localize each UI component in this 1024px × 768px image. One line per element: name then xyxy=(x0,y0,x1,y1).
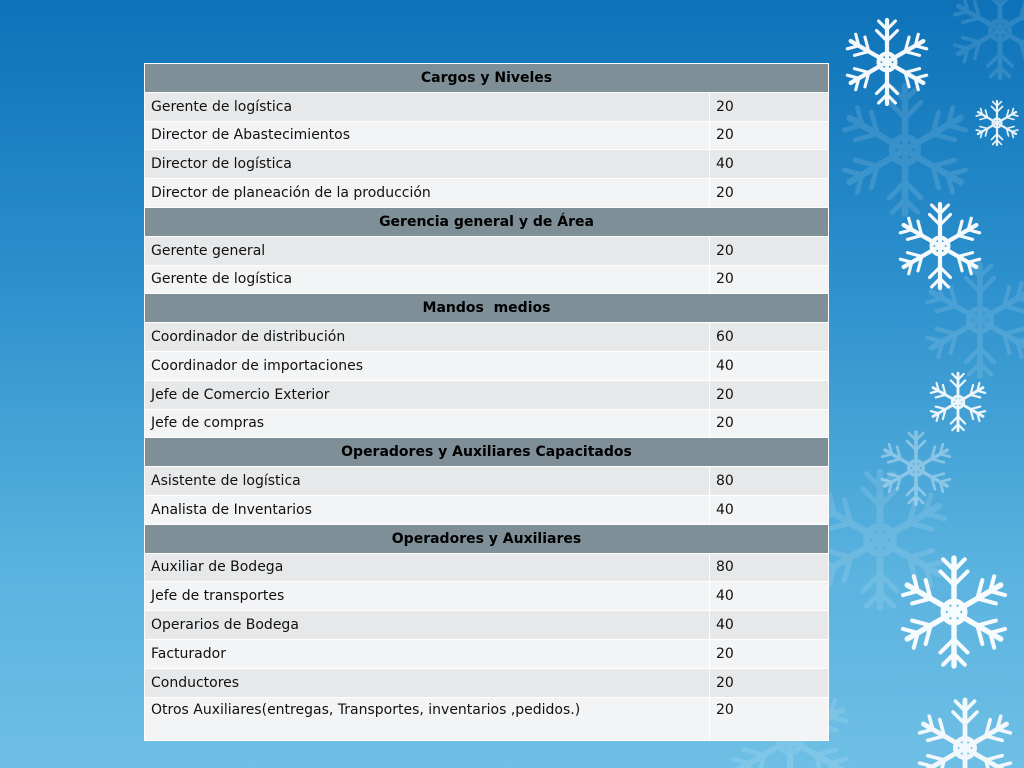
value-cell: 40 xyxy=(710,351,829,380)
table-row xyxy=(145,553,829,582)
value-cell: 40 xyxy=(710,582,829,611)
table-row xyxy=(145,380,829,409)
value-cell: 20 xyxy=(710,380,829,409)
table-body xyxy=(145,323,829,438)
role-cell: Coordinador de importaciones xyxy=(145,351,710,380)
snowflake-icon xyxy=(929,373,986,431)
value-cell: 20 xyxy=(710,121,829,150)
value-cell: 40 xyxy=(710,611,829,640)
table-body xyxy=(145,294,829,323)
section-header-row xyxy=(145,438,829,467)
value-cell: 60 xyxy=(710,323,829,352)
table-row xyxy=(145,668,829,697)
table-body xyxy=(145,236,829,294)
snowflake-icon xyxy=(898,204,981,288)
value-cell: 20 xyxy=(710,92,829,121)
table-row xyxy=(145,697,829,740)
table-row xyxy=(145,150,829,179)
table-row xyxy=(145,92,829,121)
role-cell: Director de planeación de la producción xyxy=(145,179,710,208)
value-cell: 20 xyxy=(710,236,829,265)
table-body xyxy=(145,438,829,467)
table-body xyxy=(145,64,829,93)
value-cell: 20 xyxy=(710,179,829,208)
section-title: Cargos y Niveles xyxy=(145,64,829,93)
section-header-row xyxy=(145,64,829,93)
role-cell: Gerente de logística xyxy=(145,265,710,294)
table-row xyxy=(145,495,829,524)
value-cell: 40 xyxy=(710,150,829,179)
table-body xyxy=(145,524,829,553)
value-cell: 20 xyxy=(710,265,829,294)
section-title: Operadores y Auxiliares xyxy=(145,524,829,553)
role-cell: Operarios de Bodega xyxy=(145,611,710,640)
role-cell: Coordinador de distribución xyxy=(145,323,710,352)
role-cell: Gerente general xyxy=(145,236,710,265)
role-cell: Asistente de logística xyxy=(145,467,710,496)
role-cell: Jefe de Comercio Exterior xyxy=(145,380,710,409)
table-row xyxy=(145,121,829,150)
role-cell: Facturador xyxy=(145,639,710,668)
section-title: Mandos medios xyxy=(145,294,829,323)
role-cell: Director de logística xyxy=(145,150,710,179)
snowflake-icon xyxy=(952,0,1024,78)
snowflake-icon xyxy=(975,101,1019,145)
role-cell: Director de Abastecimientos xyxy=(145,121,710,150)
value-cell: 20 xyxy=(710,697,829,740)
cargos-table xyxy=(144,63,829,741)
table-row xyxy=(145,467,829,496)
table-body xyxy=(145,207,829,236)
table-row xyxy=(145,409,829,438)
snowflake-icon xyxy=(842,86,969,214)
table-row xyxy=(145,639,829,668)
snowflake-icon xyxy=(917,700,1012,768)
table-row xyxy=(145,351,829,380)
role-cell: Auxiliar de Bodega xyxy=(145,553,710,582)
value-cell: 40 xyxy=(710,495,829,524)
table-row xyxy=(145,265,829,294)
role-cell: Jefe de compras xyxy=(145,409,710,438)
section-title: Operadores y Auxiliares Capacitados xyxy=(145,438,829,467)
table-body xyxy=(145,467,829,525)
table-body xyxy=(145,92,829,207)
value-cell: 20 xyxy=(710,668,829,697)
section-header-row xyxy=(145,207,829,236)
table-row xyxy=(145,323,829,352)
value-cell: 20 xyxy=(710,639,829,668)
table-row xyxy=(145,611,829,640)
role-cell: Conductores xyxy=(145,668,710,697)
table-row xyxy=(145,236,829,265)
role-cell: Jefe de transportes xyxy=(145,582,710,611)
section-header-row xyxy=(145,524,829,553)
value-cell: 20 xyxy=(710,409,829,438)
value-cell: 80 xyxy=(710,467,829,496)
table-body xyxy=(145,553,829,740)
section-title: Gerencia general y de Área xyxy=(145,207,829,236)
table-row xyxy=(145,179,829,208)
role-cell: Otros Auxiliares(entregas, Transportes, inventarios ,pedidos.) xyxy=(145,697,710,740)
role-cell: Analista de Inventarios xyxy=(145,495,710,524)
section-header-row xyxy=(145,294,829,323)
role-cell: Gerente de logística xyxy=(145,92,710,121)
table-row xyxy=(145,582,829,611)
value-cell: 80 xyxy=(710,553,829,582)
